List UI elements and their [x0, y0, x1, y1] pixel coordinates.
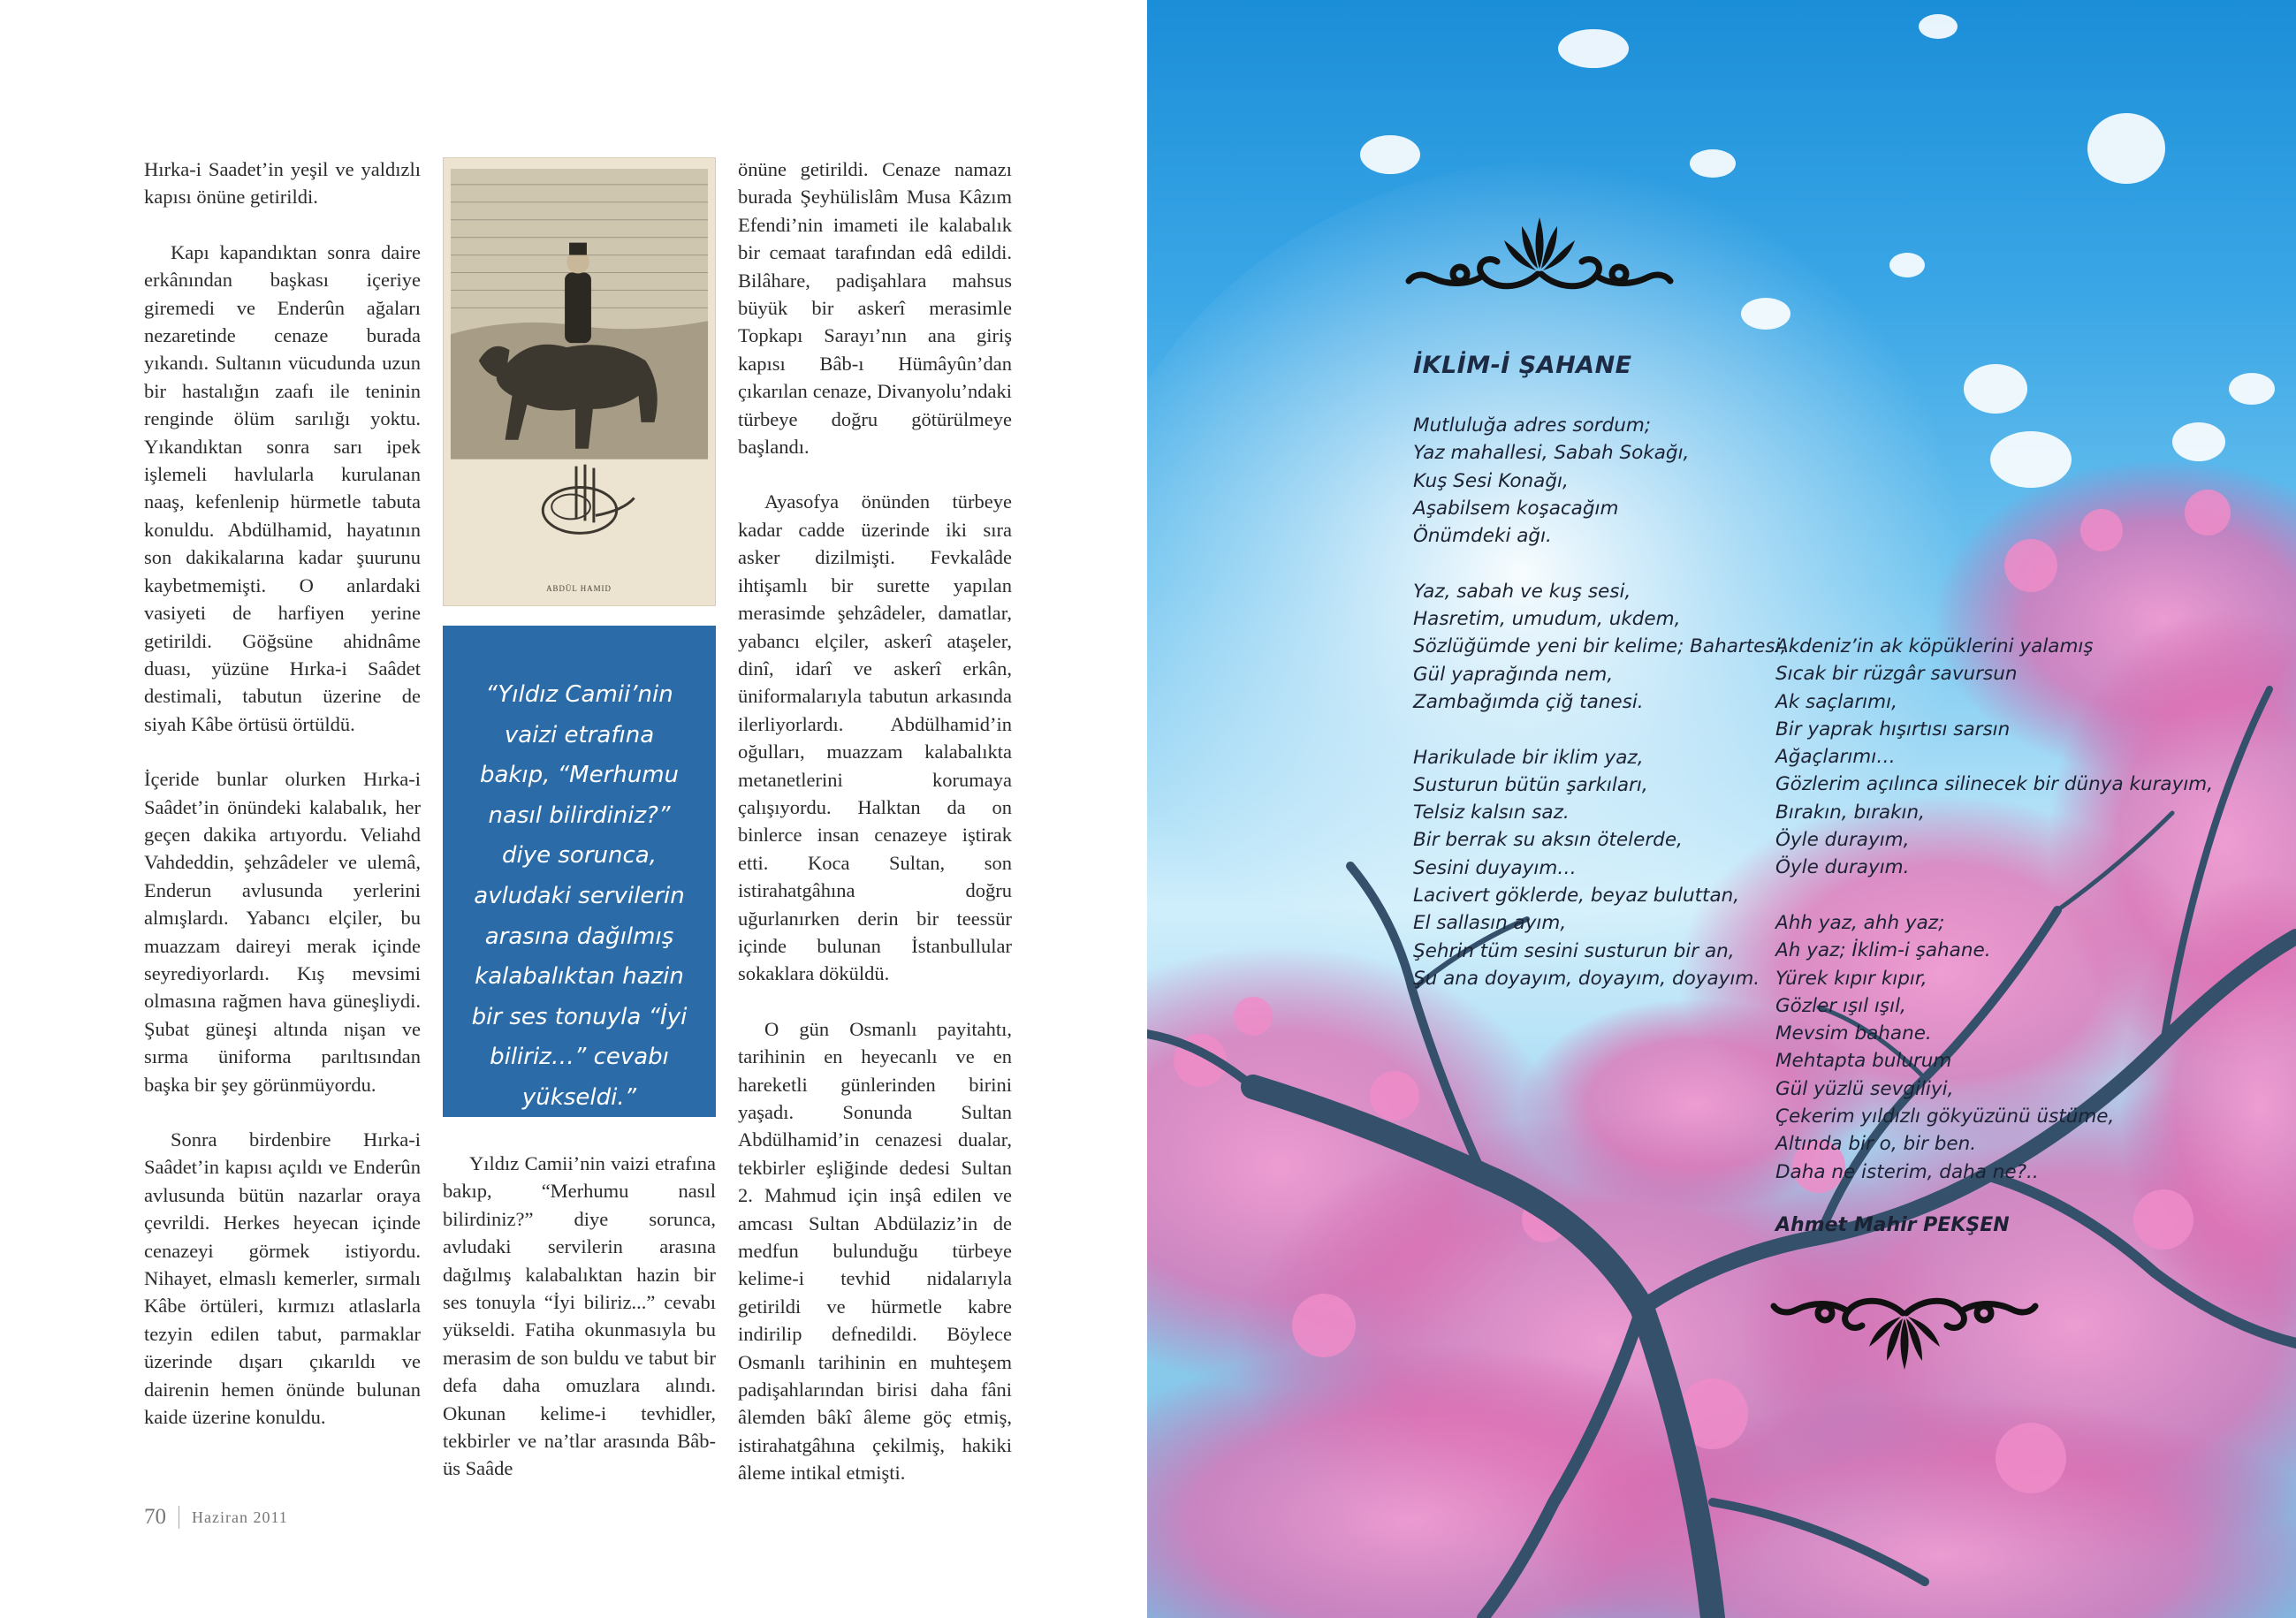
poem-line: Çekerim yıldızlı gökyüzünü üstüme,: [1775, 1105, 2115, 1128]
poem-line: Bir berrak su aksın ötelerde,: [1413, 829, 1683, 852]
poem-line: Öyle durayım,: [1775, 829, 1910, 852]
poem-line: Gül yaprağında nem,: [1413, 663, 1614, 686]
poem-line: Ak saçlarımı,: [1775, 690, 1897, 713]
poem-line: Ağaçlarımı…: [1775, 746, 1896, 769]
poem-line: Mevsim bahane.: [1775, 1022, 1932, 1045]
stanza-gap: [1413, 716, 1786, 743]
poem-line: Akdeniz’in ak köpüklerini yalamış: [1775, 635, 2094, 657]
poem-line: Zambağımda çiğ tanesi.: [1413, 690, 1644, 713]
pull-quote-box: [443, 626, 716, 1117]
poem-line: Kuş Sesi Konağı,: [1413, 469, 1569, 492]
poem-line: Ah yaz; İklim-i şahane.: [1775, 939, 1991, 962]
paragraph: Hırka-i Saadet’in yeşil ve yaldızlı kapısı önüne getirildi.: [144, 158, 421, 209]
left-page: [0, 0, 1147, 1618]
article-column-3: [738, 156, 1012, 1515]
poem-line: Gözlerim açılınca silinecek bir dünya kurayım,: [1775, 773, 2214, 796]
pull-quote-text: “Yıldız Camii’nin vaizi etrafına bakıp, “Merhumu nasıl bilirdiniz?” diye sorunca, avludaki servilerin arasına dağılmış kalabalıktan hazin bir ses tonuyla “İyi biliriz…” cevabı yükseldi.”: [471, 681, 688, 1111]
paragraph: İçeride bunlar olurken Hırka-i Saâdet’in önündeki kalabalık, her geçen dakika artıyordu. Veliahd Vahdeddin, şehzâdeler ve ulemâ, Enderun avlusunda yerlerini almışlardı. Yabancı elçiler, bu muazzam daireyi merak içinde seyrediyorlardı. Kış mevsimi olmasına rağmen hava güneşliydi. Şubat güneşi altında nişan ve sırma üniforma parıltısından başka bir şey görünmüyordu.: [144, 768, 421, 1096]
poem-line: Daha ne isterim, daha ne?..: [1775, 1160, 2039, 1183]
poem-line: Altında bir o, bir ben.: [1775, 1133, 1977, 1156]
page-number: 70: [144, 1505, 166, 1529]
article-column-1: [144, 156, 421, 1458]
poem-line: Yürek kıpır kıpır,: [1775, 967, 1927, 990]
top-flourish-ornament-icon: [1405, 210, 1675, 297]
poem-line: Mutluluğa adres sordum;: [1413, 414, 1652, 437]
poem-line: Sesini duyayım…: [1413, 856, 1577, 879]
paragraph: Sonra birdenbire Hırka-i Saâdet’in kapısı açıldı ve Enderûn avlusunda bütün nazarlar oraya çevrildi. Herkes heyecan içinde cenazeyi görmek istiyordu. Nihayet, elmaslı kemerler, sırmalı Kâbe örtüleri, kırmızı atlaslarla tezyin edilen tabut, parmaklar üzerinde dışarı çıkarıldı ve dairenin hemen önünde bulunan kaide üzerine konuldu.: [144, 1128, 421, 1429]
sultan-engraving-image: [443, 157, 716, 606]
poem-line: Aşabilsem koşacağım: [1413, 497, 1619, 520]
poem-line: Gözler ışıl ışıl,: [1775, 994, 1906, 1017]
paragraph: Kapı kapandıktan sonra daire erkânından başkası içeriye giremedi ve Enderûn ağaları nezaretinde cenaze burada yıkandı. Sultanın vücudunda uzun bir hastalığın zaafı ile teninin renginde ölüm sarılığı yoktu. Yıkandıktan sonra sarı ipek işlemeli havlularla kurulanan naaş, kefenlenip hürmetle tabuta konuldu. Abdülhamid, hayatının son dakikalarına kadar şuurunu kaybetmemişti. O anlardaki vasiyeti de harfiyen yerine getirildi. Göğsüne ahidnâme duası, yüzüne Hırka-i Saâdet destimali, tabutun üzerine de siyah Kâbe örtüsü örtüldü.: [144, 240, 421, 735]
paragraph: O gün Osmanlı payitahtı, tarihinin en heyecanlı ve en hareketli günlerinden birini yaşadı. Sonunda Sultan Abdülhamid’in cenazesi dualar, tekbirler eşliğinde dedesi Sultan 2. Mahmud için inşâ edilen ve amcası Sultan Abdülaziz’in de medfun bulunduğu türbeye kelime-i tevhid nidalarıyla getirildi ve hürmetle kabre indirilip defnedildi. Böylece Osmanlı tarihinin en muhteşem padişahlarından birisi daha fâni âlemden bâkî âleme göç etmiş, istirahatgâhına çekilmiş, hakiki âleme intikal etmişti.: [738, 1017, 1012, 1485]
poem-line: Öyle durayım.: [1775, 856, 1910, 879]
paragraph: Ayasofya önünden türbeye kadar cadde üzerinde iki sıra asker dizilmişti. Fevkalâde ihtişamlı bir surette yapılan merasimde şehzâdeler, damatlar, yabancı elçiler, askerî ataşeler, dinî, idarî ve askerî erkân, üniformalarıyla tabutun arkasında ilerliyorlardı. Abdülhamid’in oğulları, muazzam kalabalıkta metanetlerini korumaya çalışıyordu. Halktan da on binlerce insan cenazeye iştirak etti. Koca Sultan, son istirahatgâhına doğru uğurlanırken derin bir teessür içinde bulunan İstanbullular sokaklara döküldü.: [738, 490, 1012, 985]
paragraph: Yıldız Camii’nin vaizi etrafına bakıp, “Merhumu nasıl bilirdiniz?” diye sorunca, avludaki servilerin arasına dağılmış kalabalıktan hazin bir ses tonuyla “İyi biliriz...” cevabı yükseldi. Fatiha okunmasıyla bu merasim de son buldu ve tabut bir defa daha omuzlara alındı. Okunan kelime-i tevhidler, tekbirler ve na’tlar arasında Bâb-üs Saâde: [443, 1152, 716, 1480]
poem-line: Önümdeki ağı.: [1413, 525, 1552, 548]
poem-title: İKLİM-İ ŞAHANE: [1413, 352, 1632, 379]
issue-date: Haziran 2011: [192, 1508, 288, 1526]
page-folio: [144, 1505, 288, 1530]
poem-line: Yaz mahallesi, Sabah Sokağı,: [1413, 442, 1690, 465]
poem-line: Lacivert göklerde, beyaz buluttan,: [1413, 885, 1740, 908]
stanza-gap: [1775, 882, 2213, 909]
poem-line: Harikulade bir iklim yaz,: [1413, 746, 1644, 769]
bottom-flourish-ornament-icon: [1770, 1290, 2040, 1377]
poem-line: Mehtapta bulurum: [1775, 1050, 1952, 1073]
poem-line: Ahh yaz, ahh yaz;: [1775, 911, 1945, 934]
article-column-2: [443, 1150, 716, 1483]
poem-line: Telsiz kalsın saz.: [1413, 801, 1570, 824]
poem-line: Şehrin tüm sesini susturun bir an,: [1413, 939, 1735, 962]
poem-line: Bırakın, bırakın,: [1775, 801, 1925, 824]
poem-line: El sallasın ayım,: [1413, 912, 1567, 935]
engraving-caption: ABDÜL HAMID: [546, 584, 612, 594]
poem-column-left: [1413, 412, 1786, 992]
paragraph: önüne getirildi. Cenaze namazı burada Şeyhülislâm Musa Kâzım Efendi’nin imameti ile kalabalık bir cemaat tarafından edâ edildi. Bilâhare, padişahlara mahsus büyük bir askerî merasimle Topkapı Sarayı’nın ana giriş kapısı Bâb-ı Hümâyûn’dan çıkarılan cenaze, Divanyolu’ndaki türbeye doğru götürülmeye başlandı.: [738, 158, 1012, 459]
poem-line: Gül yüzlü sevgiliyi,: [1775, 1077, 1954, 1100]
poem-line: Sıcak bir rüzgâr savursun: [1775, 663, 2018, 686]
poem-line: Sözlüğümde yeni bir kelime; Bahartesi,: [1413, 635, 1787, 658]
stanza-gap: [1413, 550, 1786, 577]
poem-author: Ahmet Mahir PEKŞEN: [1775, 1214, 2010, 1236]
poem-column-right: [1775, 633, 2213, 1186]
poem-line: Bir yaprak hışırtısı sarsın: [1775, 718, 2011, 741]
horseman-illustration: [444, 158, 715, 605]
poem-line: Şu ana doyayım, doyayım, doyayım.: [1413, 967, 1760, 990]
poem-line: Hasretim, umudum, ukdem,: [1413, 608, 1681, 631]
poem-line: Yaz, sabah ve kuş sesi,: [1413, 580, 1631, 603]
poem-line: Susturun bütün şarkıları,: [1413, 773, 1648, 796]
